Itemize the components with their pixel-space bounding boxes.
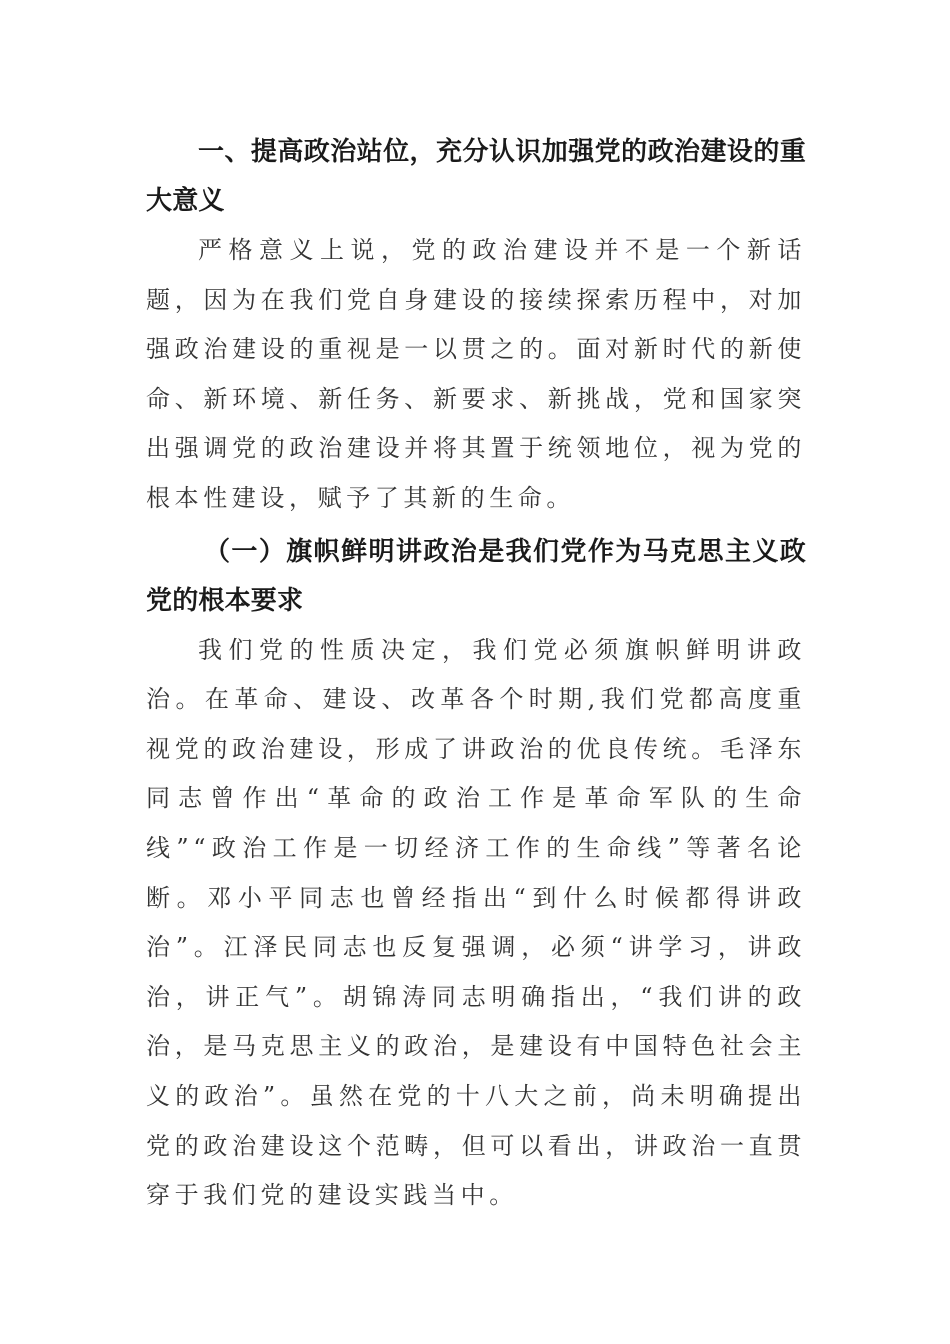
section-heading-1: 一、提高政治站位，充分认识加强党的政治建设的重大意义: [146, 137, 806, 216]
document-body: [146, 128, 806, 1221]
section-heading-2: （一）旗帜鲜明讲政治是我们党作为马克思主义政党的根本要求: [146, 536, 806, 616]
section-1-paragraph: 严格意义上说，党的政治建设并不是一个新话题，因为在我们党自身建设的接续探索历程中，对加强政治建设的重视是一以贯之的。面对新时代的新使命、新环境、新任务、新要求、新挑战，党和国家突出强调党的政治建设并将其置于统领地位，视为党的根本性建设，赋予了其新的生命。: [146, 236, 806, 512]
section-2-paragraph: 我们党的性质决定，我们党必须旗帜鲜明讲政治。在革命、建设、改革各个时期,我们党都高度重视党的政治建设，形成了讲政治的优良传统。毛泽东同志曾作出“革命的政治工作是革命军队的生命线”“政治工作是一切经济工作的生命线”等著名论断。邓小平同志也曾经指出“到什么时候都得讲政治”。江泽民同志也反复强调，必须“讲学习，讲政治，讲正气”。胡锦涛同志明确指出，“我们讲的政治，是马克思主义的政治，是建设有中国特色社会主义的政治”。虽然在党的十八大之前，尚未明确提出党的政治建设这个范畴，但可以看出，讲政治一直贯穿于我们党的建设实践当中。: [146, 635, 806, 1210]
